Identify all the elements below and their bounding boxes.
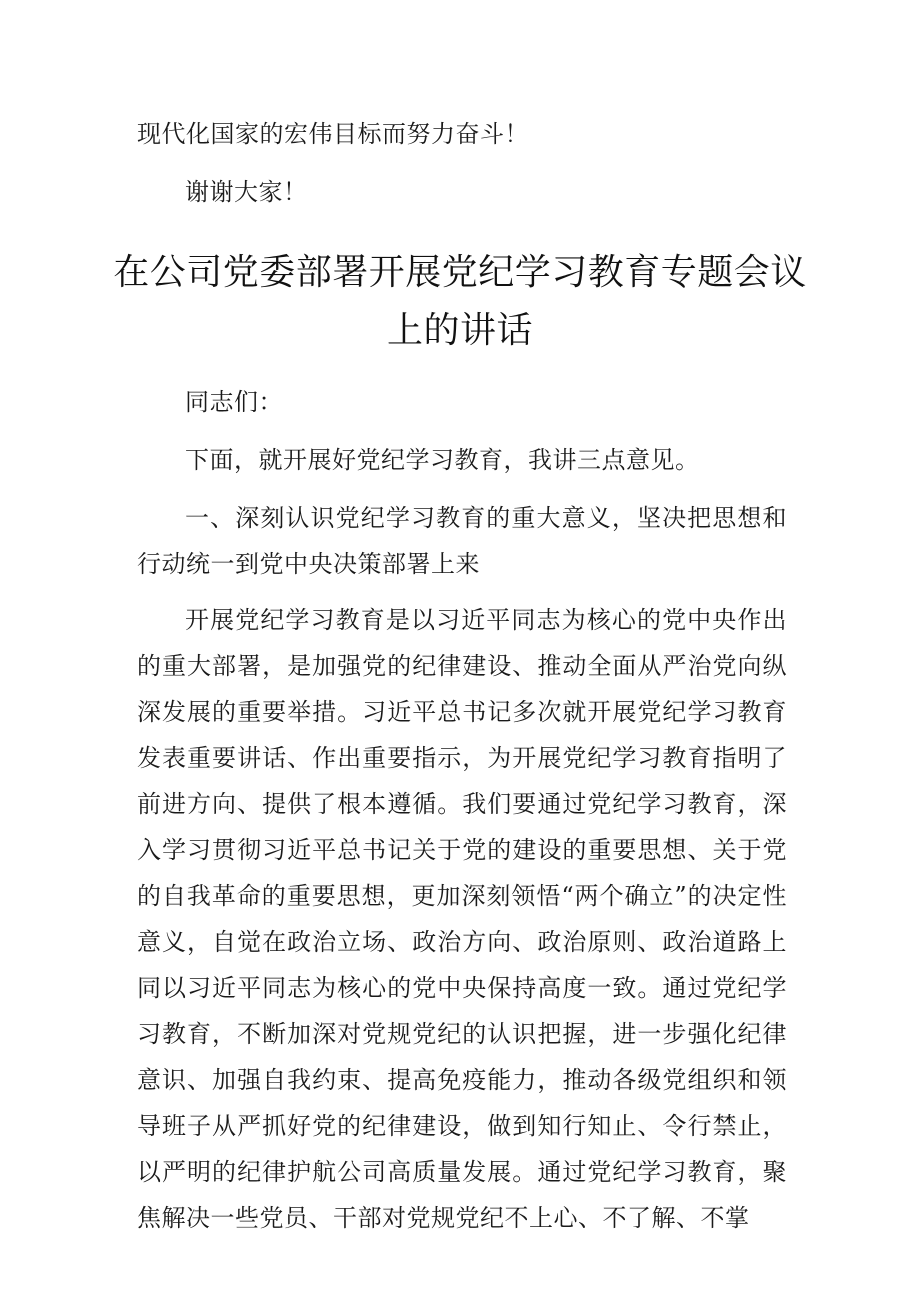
continuation-paragraph: 现代化国家的宏伟目标而努力奋斗！	[137, 120, 529, 148]
section-1-body: 开展党纪学习教育是以习近平同志为核心的党中央作出的重大部署，是加强党的纪律建设、推动全面从严治党向纵深发展的重要举措。习近平总书记多次就开展党纪学习教育发表重要讲话、作出重要指示，为开展党纪学习教育指明了前进方向、提供了根本遵循。我们要通过党纪学习教育，深入学习贯彻习近平总书记关于党的建设的重要思想、关于党的自我革命的重要思想，更加深刻领悟“两个确立”的决定性意义，自觉在政治立场、政治方向、政治原则、政治道路上同以习近平同志为核心的党中央保持高度一致。通过党纪学习教育，不断加深对党规党纪的认识把握，进一步强化纪律意识、加强自我约束、提高免疫能力，推动各级党组织和领导班子从严抓好党的纪律建设，做到知行知止、令行禁止，以严明的纪律护航公司高质量发展。通过党纪学习教育，聚焦解决一些党员、干部对党规党纪不上心、不了解、不掌	[137, 606, 787, 1232]
intro-paragraph: 下面，就开展好党纪学习教育，我讲三点意见。	[185, 446, 700, 474]
salutation-paragraph: 同志们：	[185, 388, 283, 416]
speech-title: 在公司党委部署开展党纪学习教育专题会议上的讲话	[113, 252, 807, 351]
section-1-heading: 一、深刻认识党纪学习教育的重大意义，坚决把思想和行动统一到党中央决策部署上来	[137, 504, 787, 578]
closing-paragraph: 谢谢大家！	[185, 178, 308, 206]
